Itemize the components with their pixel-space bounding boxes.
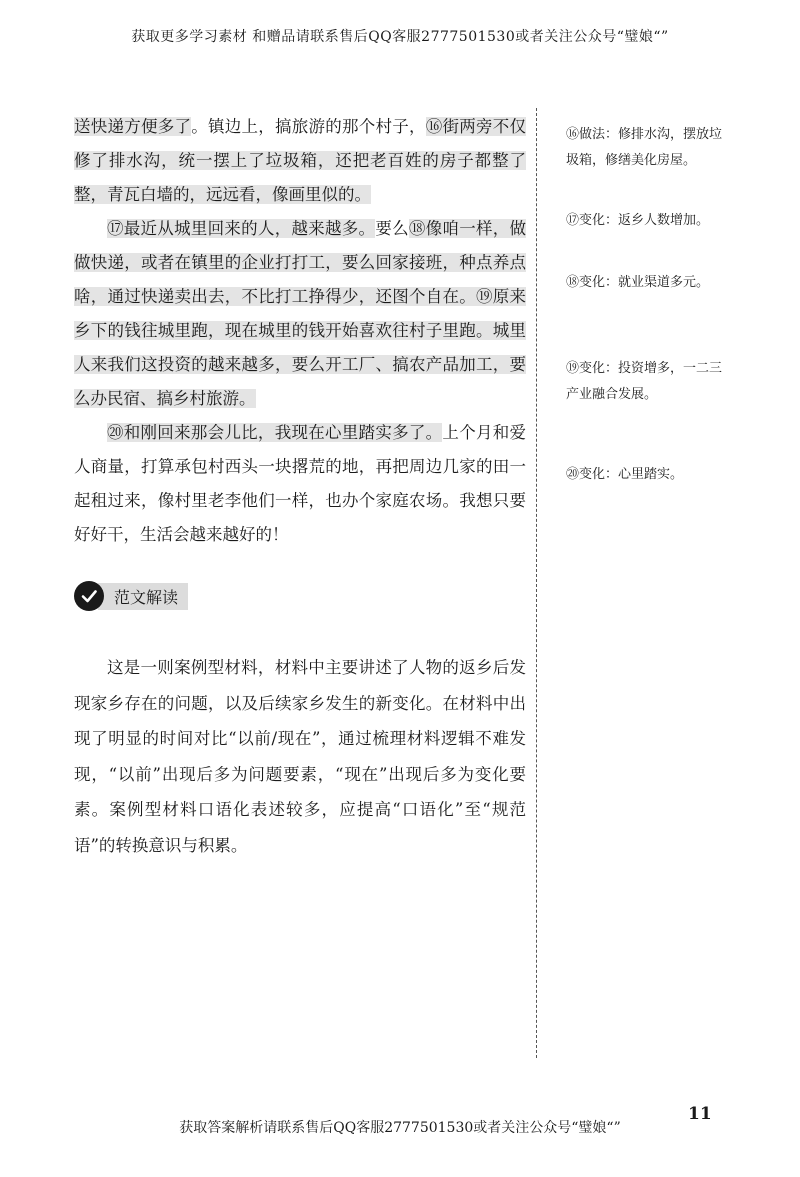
margin-note-18: ⑱变化：就业渠道多元。 [566, 275, 710, 290]
margin-note-17: ⑰变化：返乡人数增加。 [566, 213, 710, 228]
analysis-paragraph: 这是一则案例型材料，材料中主要讲述了人物的返乡后发现家乡存在的问题，以及后续家乡发生的新变化。在材料中出现了明显的时间对比“以前/现在”，通过梳理材料逻辑不难发现，“以前”出现后多为问题要素，“现在”出现后多为变化要素。案例型材料口语化表述较多，应提高“口语化”至“规范语”的转换意识与积累。 [74, 658, 526, 855]
highlight-text: ⑯街两旁不仅修了排水沟，统一摆上了垃圾箱，还把老百姓的房子都整了整，青瓦白墙的，远远看，像画里似的。 [74, 117, 526, 204]
highlight-text: 送快递方便多了 [74, 117, 192, 136]
highlight-text: ⑱像咱一样，做做快递，或者在镇里的企业打打工，要么回家接班，种点养点啥，通过快递卖出去，不比打工挣得少，还图个自在。 [74, 219, 527, 306]
plain-text: 。镇边上，搞旅游的那个村子， [191, 117, 426, 136]
plain-text: 要么 [375, 219, 409, 238]
page-number: 11 [688, 1104, 712, 1124]
paragraph-2 [74, 212, 526, 416]
plain-text: 上个月和爱人商量，打算承包村西头一块撂荒的地，再把周边几家的田一起租过来，像村里老李他们一样，也办个家庭农场。我想只要好好干，生活会越来越好的！ [74, 423, 527, 544]
section-heading [74, 578, 188, 614]
highlight-text: ⑳和刚回来那会儿比，我现在心里踏实多了。 [107, 423, 443, 442]
page-footer: 获取答案解析请联系售后QQ客服2777501530或者关注公众号“璧娘“” [179, 1120, 621, 1136]
highlight-text: ⑰最近从城里回来的人，越来越多。 [107, 219, 376, 238]
margin-note-16: ⑯做法：修排水沟，摆放垃圾箱，修缮美化房屋。 [566, 127, 723, 168]
paragraph-3 [74, 416, 526, 552]
highlight-text: ⑲原来乡下的钱往城里跑，现在城里的钱开始喜欢往村子里跑。城里人来我们这投资的越来越多，要么开工厂、搞农产品加工，要么办民宿、搞乡村旅游。 [74, 287, 526, 408]
column-divider [536, 108, 537, 1058]
analysis-text [74, 650, 526, 863]
margin-note-19: ⑲变化：投资增多，一二三产业融合发展。 [566, 361, 723, 402]
section-title: 范文解读 [98, 583, 188, 610]
main-text [74, 110, 526, 552]
margin-note-20: ⑳变化：心里踏实。 [566, 467, 684, 482]
check-icon [74, 581, 104, 611]
paragraph-1 [74, 110, 526, 212]
page-header: 获取更多学习素材 和赠品请联系售后QQ客服2777501530或者关注公众号“璧娘“” [131, 29, 669, 45]
